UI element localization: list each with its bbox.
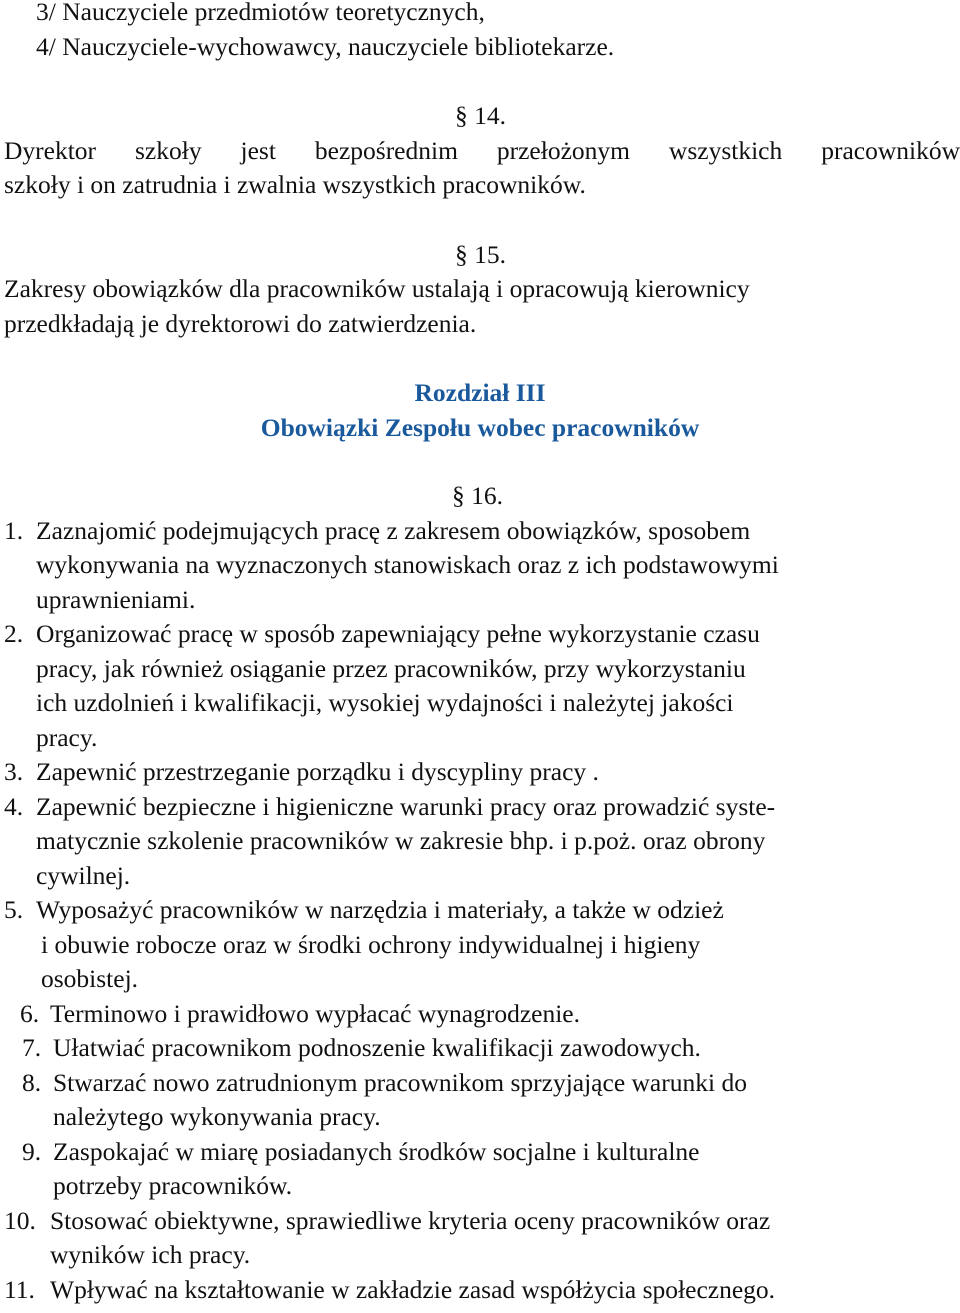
item-number: 8. bbox=[22, 1068, 42, 1097]
item-line: Stwarzać nowo zatrudnionym pracownikom sprzyjające warunki do bbox=[53, 1068, 747, 1097]
chapter-subtitle: Obowiązki Zespołu wobec pracowników bbox=[260, 413, 700, 442]
chapter-title: Rozdział III bbox=[414, 378, 546, 407]
item-line: potrzeby pracowników. bbox=[53, 1171, 293, 1200]
item-number: 10. bbox=[4, 1206, 36, 1235]
item-number: 2. bbox=[4, 619, 24, 648]
item-line: Stosować obiektywne, sprawiedliwe kryteria oceny pracowników oraz bbox=[50, 1206, 771, 1235]
item-number: 11. bbox=[4, 1275, 35, 1304]
item-line: wyników ich pracy. bbox=[50, 1240, 251, 1269]
section-15-heading: § 15. bbox=[455, 240, 506, 269]
item-line: ich uzdolnień i kwalifikacji, wysokiej wydajności i należytej jakości bbox=[36, 688, 734, 717]
item-line: pracy, jak również osiąganie przez pracowników, przy wykorzystaniu bbox=[36, 654, 746, 683]
item-number: 9. bbox=[22, 1137, 42, 1166]
item-line: i obuwie robocze oraz w środki ochrony indywidualnej i higieny bbox=[41, 930, 701, 959]
item-line: Organizować pracę w sposób zapewniający pełne wykorzystanie czasu bbox=[36, 619, 760, 648]
item-number: 4. bbox=[4, 792, 24, 821]
item-line: Wpływać na kształtowanie w zakładzie zasad współżycia społecznego. bbox=[50, 1275, 776, 1304]
item-number: 3. bbox=[4, 757, 24, 786]
item-line: Wyposażyć pracowników w narzędzia i materiały, a także w odzież bbox=[36, 895, 724, 924]
intro-item-3: 3/ Nauczyciele przedmiotów teoretycznych, bbox=[36, 0, 485, 26]
item-line: cywilnej. bbox=[36, 861, 131, 890]
item-line: należytego wykonywania pracy. bbox=[53, 1102, 381, 1131]
item-number: 6. bbox=[20, 999, 40, 1028]
item-line: osobistej. bbox=[41, 964, 139, 993]
section-14-line-1: Dyrektor szkoły jest bezpośrednim przełożonym wszystkich pracowników bbox=[4, 136, 960, 165]
section-14-heading: § 14. bbox=[455, 101, 506, 130]
intro-item-4: 4/ Nauczyciele-wychowawcy, nauczyciele bibliotekarze. bbox=[36, 32, 615, 61]
item-line: uprawnieniami. bbox=[36, 585, 196, 614]
item-line: matycznie szkolenie pracowników w zakresie bhp. i p.poż. oraz obrony bbox=[36, 826, 766, 855]
section-15-line-2: przedkładają je dyrektorowi do zatwierdzenia. bbox=[4, 309, 477, 338]
section-16-heading: § 16. bbox=[452, 481, 503, 510]
section-15-line-1: Zakresy obowiązków dla pracowników ustalają i opracowują kierownicy bbox=[4, 274, 750, 303]
item-line: Ułatwiać pracownikom podnoszenie kwalifikacji zawodowych. bbox=[53, 1033, 701, 1062]
item-number: 7. bbox=[22, 1033, 42, 1062]
item-line: Zapewnić przestrzeganie porządku i dyscypliny pracy . bbox=[36, 757, 599, 786]
item-line: Zaspokajać w miarę posiadanych środków socjalne i kulturalne bbox=[53, 1137, 700, 1166]
item-line: Zaznajomić podejmujących pracę z zakresem obowiązków, sposobem bbox=[36, 516, 751, 545]
item-line: Terminowo i prawidłowo wypłacać wynagrodzenie. bbox=[50, 999, 580, 1028]
item-number: 5. bbox=[4, 895, 24, 924]
section-14-line-2: szkoły i on zatrudnia i zwalnia wszystkich pracowników. bbox=[4, 170, 586, 199]
item-line: wykonywania na wyznaczonych stanowiskach oraz z ich podstawowymi bbox=[36, 550, 779, 579]
item-line: Zapewnić bezpieczne i higieniczne warunki pracy oraz prowadzić syste- bbox=[36, 792, 776, 821]
item-line: pracy. bbox=[36, 723, 98, 752]
item-number: 1. bbox=[4, 516, 24, 545]
